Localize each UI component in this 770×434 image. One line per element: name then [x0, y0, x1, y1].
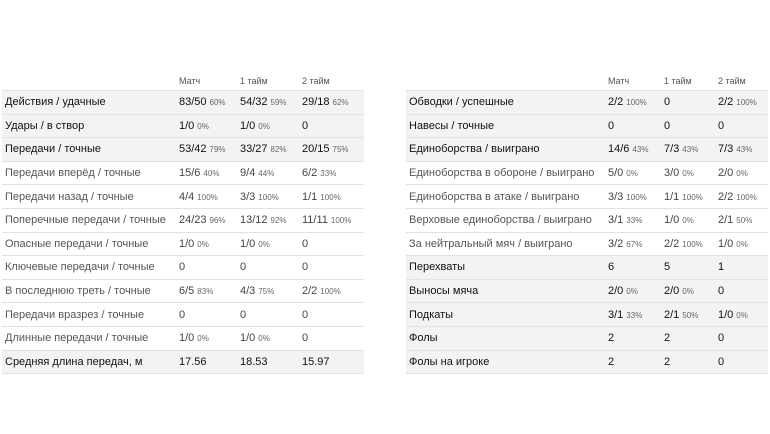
value-match: 53/42: [179, 143, 207, 156]
stat-value-match: [608, 91, 664, 115]
stat-row: [2, 279, 364, 303]
percent-half1: 50%: [682, 310, 699, 320]
stat-value-half2: [302, 303, 364, 327]
stat-value-match: [608, 279, 664, 303]
stat-value-match: [179, 161, 240, 185]
stat-label: Верховые единоборства / выиграно: [406, 208, 608, 232]
percent-match: 33%: [626, 310, 643, 320]
percent-half2: 33%: [320, 169, 337, 179]
stat-value-half1: [240, 232, 302, 256]
percent-match: 100%: [626, 192, 647, 202]
value-half1: 18.53: [240, 355, 268, 368]
stat-row: [2, 208, 364, 232]
stat-label: Передачи вперёд / точные: [2, 161, 179, 185]
stat-value-match: [608, 303, 664, 327]
stat-value-half2: [302, 279, 364, 303]
percent-match: 60%: [209, 98, 226, 108]
stat-label: Навесы / точные: [406, 114, 608, 138]
value-half2: 0: [302, 332, 309, 345]
stat-label: Опасные передачи / точные: [2, 232, 179, 256]
stat-value-half2: [718, 256, 768, 280]
value-half2: 20/15: [302, 143, 330, 156]
header-label: [2, 72, 179, 91]
stat-row: [2, 232, 364, 256]
value-half2: 0: [718, 355, 725, 368]
stat-label: Передачи назад / точные: [2, 185, 179, 209]
percent-half1: 100%: [682, 192, 703, 202]
stat-value-match: [608, 326, 664, 350]
percent-half1: 82%: [270, 145, 287, 155]
value-half1: 1/0: [240, 119, 256, 132]
stat-value-match: [608, 114, 664, 138]
value-half2: 6/2: [302, 167, 318, 180]
stat-row: [406, 185, 768, 209]
value-half1: 33/27: [240, 143, 268, 156]
stat-value-half1: [240, 114, 302, 138]
value-match: 2: [608, 355, 615, 368]
header-row: [2, 72, 364, 91]
stat-row: [406, 208, 768, 232]
percent-half2: 0%: [736, 310, 748, 320]
value-half1: 7/3: [664, 143, 680, 156]
percent-half1: 0%: [258, 121, 270, 131]
stat-row: [2, 138, 364, 162]
header-row: [406, 72, 768, 91]
percent-match: 100%: [197, 192, 218, 202]
stat-label: Средняя длина передач, м: [2, 350, 179, 374]
percent-half2: 50%: [736, 216, 753, 226]
stat-row: [406, 138, 768, 162]
stat-label: Фолы на игроке: [406, 350, 608, 374]
percent-half1: 0%: [682, 287, 694, 297]
value-half2: 7/3: [718, 143, 734, 156]
value-half2: 1/0: [718, 237, 734, 250]
value-match: 6/5: [179, 285, 195, 298]
stat-value-match: [179, 114, 240, 138]
stat-value-half1: [240, 279, 302, 303]
percent-half1: 59%: [270, 98, 287, 108]
percent-half2: 100%: [330, 216, 352, 226]
stat-label: Единоборства в обороне / выиграно: [406, 161, 608, 185]
stat-row: [2, 256, 364, 280]
value-half2: 2/2: [718, 190, 734, 203]
value-half1: 1/0: [240, 237, 256, 250]
value-half1: 4/3: [240, 285, 256, 298]
stat-value-half2: [302, 138, 364, 162]
stat-value-half2: [718, 326, 768, 350]
stat-value-match: [608, 138, 664, 162]
percent-half2: 0%: [736, 169, 748, 179]
value-half1: 2/1: [664, 308, 680, 321]
value-half2: 0: [718, 119, 725, 132]
stat-value-half2: [718, 161, 768, 185]
stat-label: Длинные передачи / точные: [2, 326, 179, 350]
stat-value-half2: [302, 208, 364, 232]
stat-row: [406, 161, 768, 185]
stat-label: Выносы мяча: [406, 279, 608, 303]
stat-row: [406, 326, 768, 350]
value-match: 2/0: [608, 285, 624, 298]
value-match: 6: [608, 261, 615, 274]
value-half1: 2: [664, 355, 671, 368]
stat-label: Подкаты: [406, 303, 608, 327]
value-half1: 1/0: [240, 332, 256, 345]
percent-half2: 0%: [736, 239, 748, 249]
stat-value-match: [179, 232, 240, 256]
stat-label: В последнюю треть / точные: [2, 279, 179, 303]
value-match: 0: [608, 119, 615, 132]
stat-label: Передачи вразрез / точные: [2, 303, 179, 327]
stat-row: [2, 91, 364, 115]
stat-row: [406, 279, 768, 303]
percent-half2: 100%: [320, 287, 341, 297]
stat-value-half2: [302, 161, 364, 185]
header-half2: 2 тайм: [302, 76, 330, 86]
stat-value-match: [179, 279, 240, 303]
value-half1: 2: [664, 332, 671, 345]
percent-match: 0%: [197, 334, 209, 344]
stat-value-match: [179, 91, 240, 115]
stats-table-right: [406, 72, 768, 374]
stat-label: Единоборства / выиграно: [406, 138, 608, 162]
stat-value-half1: [664, 185, 718, 209]
value-half2: 11/11: [302, 214, 328, 227]
value-half2: 2/2: [718, 96, 734, 109]
percent-half1: 75%: [258, 287, 275, 297]
stat-value-match: [608, 161, 664, 185]
stat-row: [406, 256, 768, 280]
value-half2: 1: [718, 261, 725, 274]
percent-match: 83%: [197, 287, 214, 297]
stat-label: Удары / в створ: [2, 114, 179, 138]
stat-value-match: [179, 303, 240, 327]
percent-half2: 75%: [332, 145, 349, 155]
stat-value-match: [179, 350, 240, 374]
percent-half2: 100%: [736, 98, 757, 108]
stat-value-half1: [240, 208, 302, 232]
stat-row: [406, 114, 768, 138]
stat-row: [406, 303, 768, 327]
stat-row: [2, 114, 364, 138]
value-half1: 9/4: [240, 167, 256, 180]
percent-half2: 100%: [736, 192, 757, 202]
header-match: Матч: [179, 76, 201, 86]
value-half2: 0: [718, 332, 725, 345]
value-match: 1/0: [179, 119, 195, 132]
stat-value-half1: [240, 91, 302, 115]
stat-row: [406, 232, 768, 256]
stat-value-match: [179, 185, 240, 209]
stat-value-half2: [718, 91, 768, 115]
value-half2: 0: [302, 261, 309, 274]
value-half2: 1/1: [302, 190, 318, 203]
value-match: 2: [608, 332, 615, 345]
value-match: 4/4: [179, 190, 195, 203]
stat-value-half1: [664, 279, 718, 303]
stat-row: [2, 303, 364, 327]
value-match: 0: [179, 308, 186, 321]
stat-value-half2: [302, 185, 364, 209]
stat-value-half2: [718, 303, 768, 327]
percent-match: 67%: [626, 239, 643, 249]
value-half2: 2/0: [718, 167, 734, 180]
value-half1: 0: [240, 308, 247, 321]
header-half2: 2 тайм: [718, 76, 746, 86]
value-match: 1/0: [179, 237, 195, 250]
stat-label: Фолы: [406, 326, 608, 350]
stat-value-half2: [718, 114, 768, 138]
value-half2: 29/18: [302, 96, 330, 109]
percent-half1: 0%: [258, 334, 270, 344]
stat-label: Единоборства в атаке / выиграно: [406, 185, 608, 209]
value-half2: 0: [718, 285, 725, 298]
stat-label: Ключевые передачи / точные: [2, 256, 179, 280]
percent-half1: 92%: [270, 216, 287, 226]
stat-row: [406, 350, 768, 374]
value-match: 2/2: [608, 96, 624, 109]
stat-value-half2: [302, 256, 364, 280]
value-match: 3/1: [608, 308, 624, 321]
stat-value-half1: [240, 326, 302, 350]
percent-half1: 0%: [682, 169, 694, 179]
stat-value-half2: [718, 232, 768, 256]
stat-row: [2, 350, 364, 374]
percent-half1: 43%: [682, 145, 699, 155]
value-half1: 54/32: [240, 96, 268, 109]
stat-value-half2: [718, 185, 768, 209]
header-half1: 1 тайм: [240, 76, 268, 86]
stat-value-match: [179, 138, 240, 162]
stat-value-half1: [240, 256, 302, 280]
stat-value-half1: [240, 185, 302, 209]
value-match: 5/0: [608, 167, 624, 180]
stats-table-left: [2, 72, 364, 374]
stat-value-half1: [664, 161, 718, 185]
stat-label: Поперечные передачи / точные: [2, 208, 179, 232]
value-match: 3/2: [608, 237, 624, 250]
value-half1: 2/2: [664, 237, 680, 250]
stat-value-half1: [664, 326, 718, 350]
stat-value-half1: [664, 303, 718, 327]
percent-match: 0%: [626, 287, 638, 297]
stat-value-half2: [302, 114, 364, 138]
percent-match: 96%: [209, 216, 226, 226]
stat-row: [406, 91, 768, 115]
value-match: 17.56: [179, 355, 207, 368]
stat-value-half1: [664, 350, 718, 374]
value-half1: 0: [664, 96, 671, 109]
value-match: 0: [179, 261, 186, 274]
stat-value-half2: [302, 91, 364, 115]
stat-value-match: [179, 256, 240, 280]
stat-label: Обводки / успешные: [406, 91, 608, 115]
stat-value-half1: [664, 138, 718, 162]
stat-row: [2, 185, 364, 209]
stat-value-half1: [664, 114, 718, 138]
percent-match: 0%: [626, 169, 638, 179]
stat-label: Действия / удачные: [2, 91, 179, 115]
stat-value-match: [179, 208, 240, 232]
stat-value-match: [608, 350, 664, 374]
percent-match: 33%: [626, 216, 643, 226]
percent-match: 43%: [632, 145, 649, 155]
value-half2: 1/0: [718, 308, 734, 321]
value-half1: 3/3: [240, 190, 256, 203]
stat-value-match: [608, 232, 664, 256]
header-label: [406, 72, 608, 91]
value-match: 15/6: [179, 167, 201, 180]
stat-row: [2, 326, 364, 350]
percent-half1: 100%: [258, 192, 279, 202]
percent-half2: 43%: [736, 145, 753, 155]
stat-value-half2: [718, 138, 768, 162]
value-match: 83/50: [179, 96, 207, 109]
value-half2: 0: [302, 119, 309, 132]
percent-half2: 100%: [320, 192, 341, 202]
percent-match: 40%: [203, 169, 220, 179]
value-match: 3/3: [608, 190, 624, 203]
value-half1: 13/12: [240, 214, 268, 227]
header-half1: 1 тайм: [664, 76, 692, 86]
stat-value-match: [608, 208, 664, 232]
percent-match: 0%: [197, 239, 209, 249]
stat-value-half1: [240, 350, 302, 374]
value-half2: 2/2: [302, 285, 318, 298]
stat-value-match: [179, 326, 240, 350]
value-half1: 1/1: [664, 190, 680, 203]
percent-half1: 0%: [258, 239, 270, 249]
header-match: Матч: [608, 76, 630, 86]
value-half1: 1/0: [664, 214, 680, 227]
percent-half2: 62%: [332, 98, 349, 108]
value-half2: 0: [302, 308, 309, 321]
stat-value-half2: [718, 279, 768, 303]
stat-value-half1: [664, 232, 718, 256]
value-half2: 2/1: [718, 214, 734, 227]
stat-value-half1: [240, 138, 302, 162]
value-match: 14/6: [608, 143, 630, 156]
value-half1: 2/0: [664, 285, 680, 298]
stat-row: [2, 161, 364, 185]
percent-half1: 0%: [682, 216, 694, 226]
percent-half1: 44%: [258, 169, 275, 179]
stat-label: Передачи / точные: [2, 138, 179, 162]
percent-match: 0%: [197, 121, 209, 131]
value-half2: 0: [302, 237, 309, 250]
percent-match: 100%: [626, 98, 647, 108]
stat-value-half1: [240, 161, 302, 185]
value-half1: 0: [664, 119, 671, 132]
stat-value-match: [608, 185, 664, 209]
value-match: 24/23: [179, 214, 207, 227]
stat-value-half1: [240, 303, 302, 327]
value-half2: 15.97: [302, 355, 330, 368]
value-half1: 3/0: [664, 167, 680, 180]
stat-value-half1: [664, 256, 718, 280]
stat-value-half2: [718, 208, 768, 232]
percent-half1: 100%: [682, 239, 703, 249]
stat-value-half2: [302, 326, 364, 350]
stat-value-half1: [664, 91, 718, 115]
value-match: 3/1: [608, 214, 624, 227]
stat-label: Перехваты: [406, 256, 608, 280]
percent-match: 79%: [209, 145, 226, 155]
stat-label: За нейтральный мяч / выиграно: [406, 232, 608, 256]
stat-value-half2: [718, 350, 768, 374]
stat-value-match: [608, 256, 664, 280]
stat-value-half2: [302, 232, 364, 256]
value-half1: 0: [240, 261, 247, 274]
stat-value-half2: [302, 350, 364, 374]
value-half1: 5: [664, 261, 671, 274]
stat-value-half1: [664, 208, 718, 232]
value-match: 1/0: [179, 332, 195, 345]
